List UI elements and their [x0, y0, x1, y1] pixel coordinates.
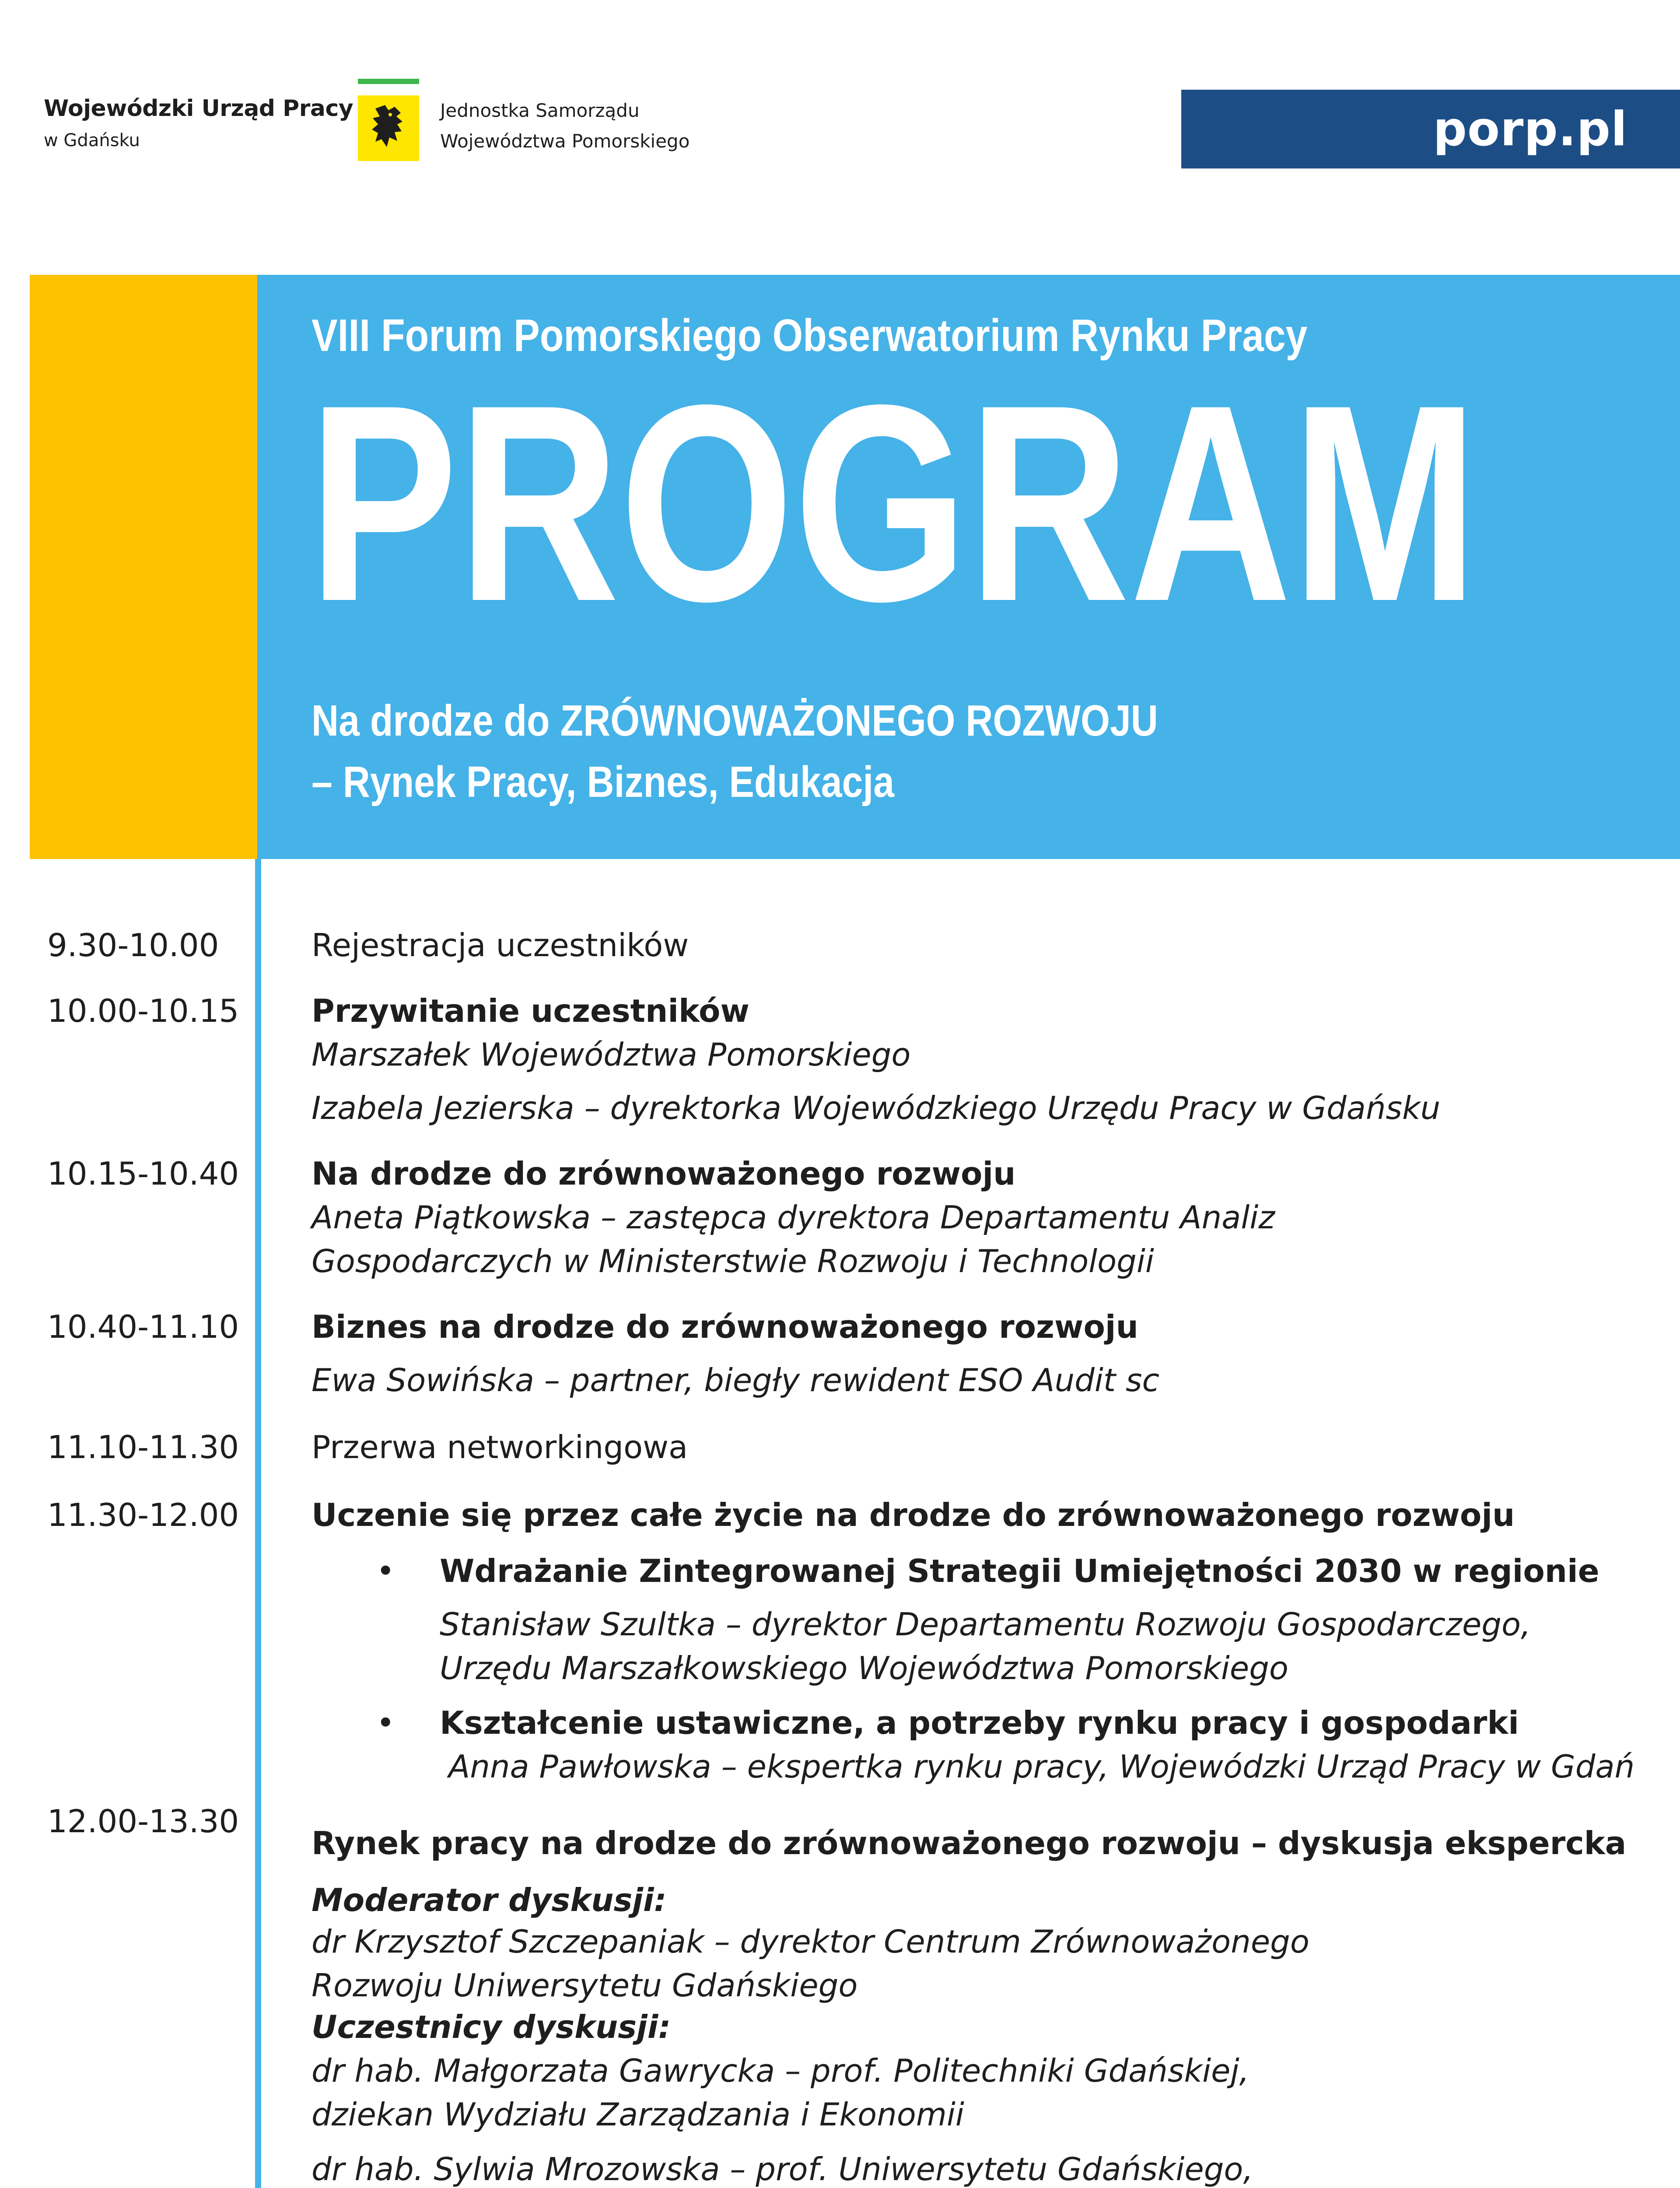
agenda-time: 9.30-10.00 [47, 927, 219, 964]
yellow-block [30, 275, 257, 859]
agenda-time: 10.40-11.10 [47, 1308, 239, 1345]
participants-label: Uczestnicy dyskusji: [312, 2009, 671, 2045]
porp-link-text: porp.pl [1433, 102, 1628, 157]
banner-subtitle-2: – Rynek Pracy, Biznes, Edukacja [312, 757, 895, 806]
bullet-dot: • [376, 1553, 395, 1589]
agenda-subtitle: Wdrażanie Zintegrowanej Strategii Umiejętności 2030 w regionie [440, 1553, 1600, 1589]
agenda-title: Rejestracja uczestników [312, 927, 689, 964]
agenda-title: Rynek pracy na drodze do zrównoważonego rozwoju – dyskusja ekspercka [312, 1825, 1627, 1862]
agenda-time: 11.10-11.30 [47, 1429, 239, 1466]
banner-subtitle-1: Na drodze do ZRÓWNOWAŻONEGO ROZWOJU [312, 696, 1158, 745]
moderator-label: Moderator dyskusji: [312, 1882, 667, 1918]
agenda-time: 12.00-13.30 [47, 1803, 239, 1840]
agenda-speaker: Anna Pawłowska – ekspertka rynku pracy, Wojewódzki Urząd Pracy w Gdań [448, 1748, 1635, 1785]
agenda-title: Na drodze do zrównoważonego rozwoju [312, 1155, 1016, 1192]
agenda-speaker: dr Krzysztof Szczepaniak – dyrektor Centrum Zrównoważonego [312, 1923, 1309, 1960]
wup-name: Wojewódzki Urząd Pracy [44, 95, 354, 122]
forum-title: VIII Forum Pomorskiego Obserwatorium Rynku Pracy [312, 310, 1308, 361]
agenda-time: 10.15-10.40 [47, 1155, 239, 1192]
agenda-time: 11.30-12.00 [47, 1497, 239, 1533]
agenda-speaker: Ewa Sowińska – partner, biegły rewident ESO Audit sc [312, 1362, 1160, 1399]
agenda-speaker: dr hab. Małgorzata Gawrycka – prof. Politechniki Gdańskiej, [312, 2052, 1250, 2089]
agenda-title: Przerwa networkingowa [312, 1429, 688, 1466]
js-line2: Województwa Pomorskiego [440, 130, 690, 152]
agenda-speaker: Rozwoju Uniwersytetu Gdańskiego [312, 1967, 858, 2004]
agenda-title: Biznes na drodze do zrównoważonego rozwoju [312, 1308, 1138, 1345]
js-line1: Jednostka Samorządu [440, 100, 640, 121]
agenda-speaker: dr hab. Sylwia Mrozowska – prof. Uniwersytetu Gdańskiego, [312, 2151, 1253, 2188]
crest-top-bar [358, 79, 419, 84]
porp-link[interactable] [1181, 90, 1680, 168]
agenda-title: Uczenie się przez całe życie na drodze do zrównoważonego rozwoju [312, 1497, 1515, 1533]
agenda-time: 10.00-10.15 [47, 992, 239, 1029]
agenda-speaker: Aneta Piątkowska – zastępca dyrektora Departamentu Analiz [312, 1199, 1275, 1236]
timeline-divider [255, 859, 261, 2188]
wup-city: w Gdańsku [44, 130, 140, 151]
agenda-subtitle: Kształcenie ustawiczne, a potrzeby rynku pracy i gospodarki [440, 1704, 1519, 1741]
griffin-crest-icon [358, 95, 419, 161]
agenda-speaker: Stanisław Szultka – dyrektor Departamentu Rozwoju Gospodarczego, [440, 1606, 1531, 1643]
bullet-dot: • [376, 1704, 395, 1741]
agenda-speaker: Marszałek Województwa Pomorskiego [312, 1036, 911, 1073]
agenda-speaker: dziekan Wydziału Zarządzania i Ekonomii [312, 2096, 964, 2133]
program-title: PROGRAM [308, 347, 1478, 659]
agenda-speaker: Urzędu Marszałkowskiego Województwa Pomorskiego [440, 1650, 1288, 1687]
agenda-speaker: Gospodarczych w Ministerstwie Rozwoju i Technologii [312, 1243, 1154, 1280]
agenda-speaker: Izabela Jezierska – dyrektorka Wojewódzkiego Urzędu Pracy w Gdańsku [312, 1090, 1441, 1126]
agenda-title: Przywitanie uczestników [312, 992, 749, 1029]
